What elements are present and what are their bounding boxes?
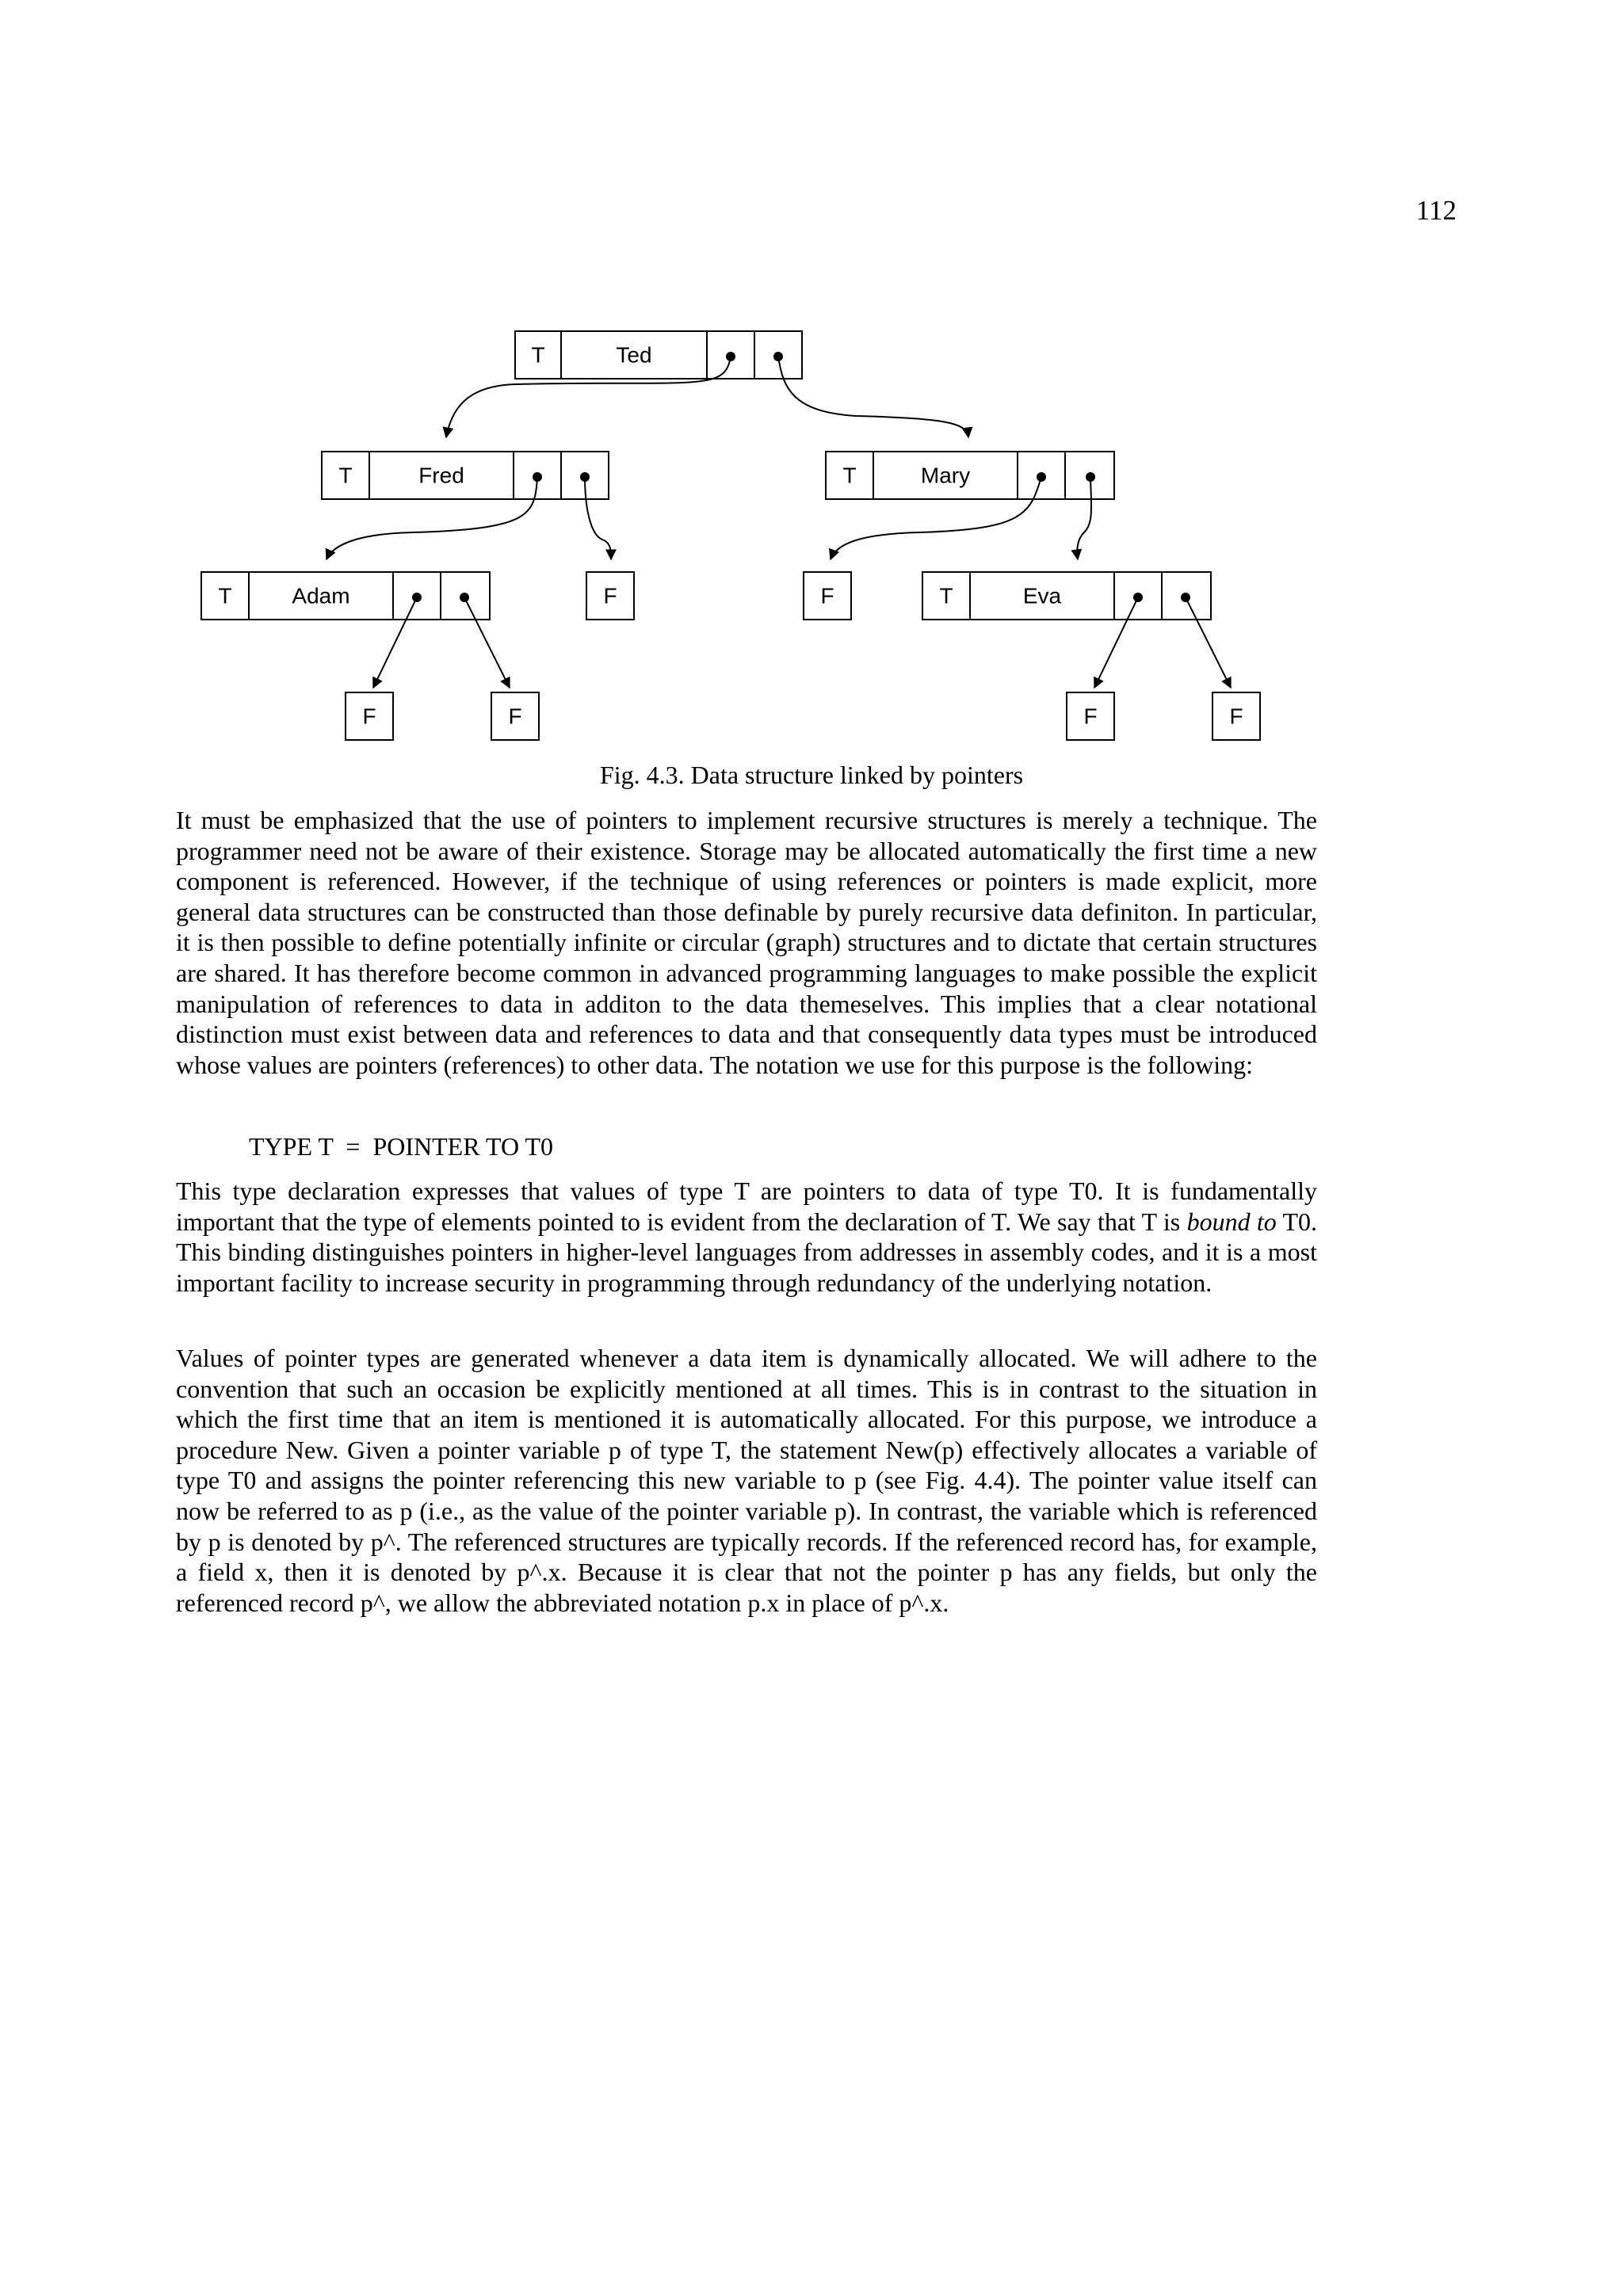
leaf-adam-right-tag: F xyxy=(508,704,522,729)
paragraph-2-part-1: This type declaration expresses that values of type T are pointers to data of type T0. It is fundamentally important that the type of elements pointed to is evident from the declaration of T. We say that T is xyxy=(176,1177,1317,1236)
pointer-dot-eva-right xyxy=(1181,593,1190,602)
node-ted xyxy=(515,331,802,379)
pointer-dot-mary-right xyxy=(1086,472,1095,482)
type-declaration: TYPE T = POINTER TO T0 xyxy=(249,1132,554,1161)
paragraph-1-text: It must be emphasized that the use of pointers to implement recursive structures is merely a technique. The programmer need not be aware of their existence. Storage may be allocated automatically the first time a new component is referenced. However, if the technique of using references or pointers is made explicit, more general data structures can be constructed than those definable by purely recursive data definiton. In particular, it is then possible to define potentially infinite or circular (graph) structures and to dictate that certain structures are shared. It has therefore become common in advanced programming languages to make possible the explicit manipulation of references to data in additon to the data themeselves. This implies that a clear notational distinction must exist between data and references to data and that consequently data types must be introduced whose values are pointers (references) to other data. The notation we use for this purpose is the following: xyxy=(176,806,1317,1079)
node-eva-tag: T xyxy=(939,583,953,608)
node-fred xyxy=(322,452,609,499)
pointer-tree-diagram xyxy=(0,0,1623,792)
node-adam-tag: T xyxy=(218,583,232,608)
node-eva-name: Eva xyxy=(1022,583,1062,608)
node-fred-tag: T xyxy=(338,463,353,488)
leaf-fred-right-tag: F xyxy=(603,583,617,608)
page-number: 112 xyxy=(1415,195,1457,226)
leaf-eva-left-tag: F xyxy=(1083,704,1098,729)
node-ted-tag: T xyxy=(531,342,545,368)
pointer-dot-eva-left xyxy=(1133,593,1143,602)
paragraph-2-part-2: T0. This binding distinguishes pointers in higher-level languages from addresses in assembly codes, and it is a most important facility to increase security in programming through redundancy of the underlying notation. xyxy=(176,1207,1318,1297)
node-eva xyxy=(922,572,1211,620)
paragraph-3 xyxy=(176,1343,1317,1618)
pointer-dot-adam-left xyxy=(412,593,422,602)
pointer-dot-mary-left xyxy=(1037,472,1046,482)
paragraph-1 xyxy=(176,805,1317,1080)
paragraph-2-text xyxy=(176,1176,1317,1298)
paragraph-2 xyxy=(176,1176,1317,1298)
node-ted-name: Ted xyxy=(616,342,652,368)
node-mary-name: Mary xyxy=(920,463,971,488)
paragraph-3-text: Values of pointer types are generated whenever a data item is dynamically allocated. We will adhere to the convention that such an occasion be explicitly mentioned at all times. This is in contrast to the situation in which the first time that an item is mentioned it is automatically allocated. For this purpose, we introduce a procedure New. Given a pointer variable p of type T, the statement New(p) effectively allocates a variable of type T0 and assigns the pointer referencing this new variable to p (see Fig. 4.4). The pointer value itself can now be referred to as p (i.e., as the value of the pointer variable p). In contrast, the variable which is referenced by p is denoted by p^. The referenced structures are typically records. If the referenced record has, for example, a field x, then it is denoted by p^.x. Because it is clear that not the pointer p has any fields, but only the referenced record p^, we allow the abbreviated notation p.x in place of p^.x. xyxy=(176,1344,1317,1617)
node-mary-tag: T xyxy=(842,463,857,488)
pointer-dot-ted-right xyxy=(773,352,783,361)
leaf-adam-left-tag: F xyxy=(362,704,376,729)
pointer-ted-right xyxy=(778,357,968,437)
pointer-dot-adam-right xyxy=(460,593,469,602)
pointer-dot-fred-left xyxy=(533,472,542,482)
figure-caption: Fig. 4.3. Data structure linked by pointers xyxy=(599,761,1024,789)
paragraph-2-italic: bound to xyxy=(1186,1207,1277,1236)
pointer-dot-fred-right xyxy=(580,472,590,482)
leaf-mary-left-tag: F xyxy=(820,583,834,608)
node-fred-name: Fred xyxy=(418,463,464,488)
leaf-eva-right-tag: F xyxy=(1229,704,1243,729)
node-adam-name: Adam xyxy=(292,583,350,608)
pointer-dot-ted-left xyxy=(726,352,735,361)
